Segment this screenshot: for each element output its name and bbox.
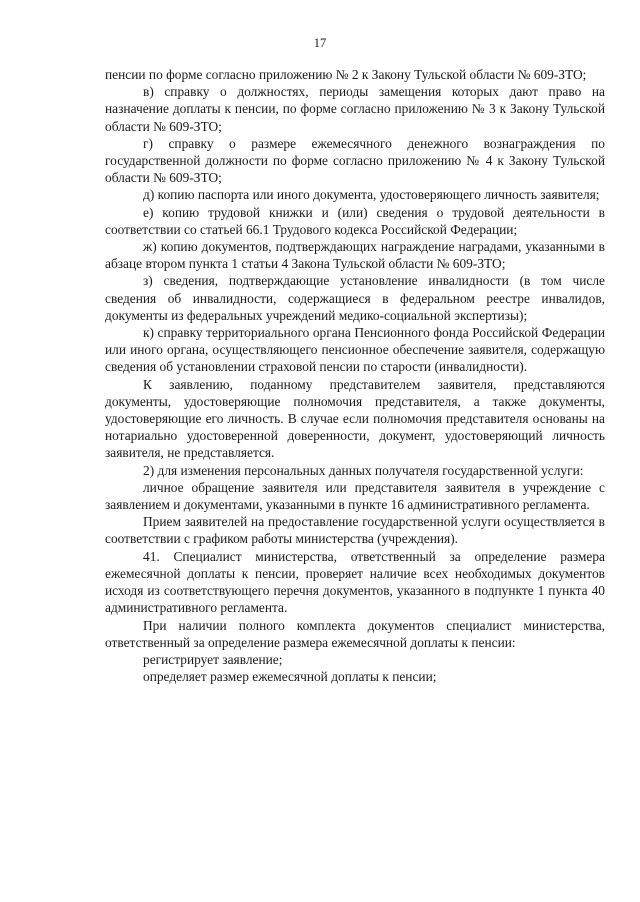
paragraph: ж) копию документов, подтверждающих награждение наградами, указанными в абзаце втором пункта 1 статьи 4 Закона Тульской области № 609-ЗТО; xyxy=(105,239,605,272)
paragraph: определяет размер ежемесячной доплаты к пенсии; xyxy=(143,669,437,685)
paragraph: г) справку о размере ежемесячного денежного вознаграждения по государственной должности по форме согласно приложению № 4 к Закону Тульской области № 609-ЗТО; xyxy=(105,135,605,186)
paragraph: з) сведения, подтверждающие установление инвалидности (в том числе сведения об инвалидности, содержащиеся в федеральном реестре инвалидов, документы из федеральных учреждений медико-социальной экспертизы); xyxy=(105,273,605,323)
paragraph: 41. Специалист министерства, ответственный за определение размера ежемесячной доплаты к пенсии, проверяет наличие всех необходимых документов исходя из соответствующего перечня документов, указанного в подпункте 1 пункта 40 административного регламента. xyxy=(105,548,605,616)
document-body xyxy=(105,66,605,685)
paragraph: При наличии полного комплекта документов специалист министерства, ответственный за определение размера ежемесячной доплаты к пенсии: xyxy=(105,617,605,650)
paragraph: к) справку территориального органа Пенсионного фонда Российской Федерации или иного органа, осуществляющего пенсионное обеспечение заявителя, содержащую сведения об установлении страховой пенсии по старости (инвалидности). xyxy=(105,325,605,375)
paragraph: пенсии по форме согласно приложению № 2 к Закону Тульской области № 609-ЗТО; xyxy=(105,67,587,82)
paragraph: личное обращение заявителя или представителя заявителя в учреждение с заявлением и документами, указанными в пункте 16 административного регламента. xyxy=(105,479,605,513)
paragraph: регистрирует заявление; xyxy=(143,651,283,667)
paragraph: д) копию паспорта или иного документа, удостоверяющего личность заявителя; xyxy=(143,187,600,203)
paragraph: Прием заявителей на предоставление государственной услуги осуществляется в соответствии с графиком работы министерства (учреждения). xyxy=(105,514,605,547)
page-number: 17 xyxy=(313,36,327,50)
paragraph: 2) для изменения персональных данных получателя государственной услуги: xyxy=(143,462,584,478)
paragraph: е) копию трудовой книжки и (или) сведения о трудовой деятельности в соответствии со статьей 66.1 Трудового кодекса Российской Федерации; xyxy=(105,204,605,237)
paragraph: К заявлению, поданному представителем заявителя, представляются документы, удостоверяющие полномочия представителя, а также документы, удостоверяющие его личность. В случае если полномочия представителя основаны на нотариально удостоверенной доверенности, документ, удостоверяющий личность заявителя, не представляется. xyxy=(105,376,605,461)
paragraph: в) справку о должностях, периоды замещения которых дают право на назначение доплаты к пенсии, по форме согласно приложению № 3 к Закону Тульской области № 609-ЗТО; xyxy=(105,84,605,134)
